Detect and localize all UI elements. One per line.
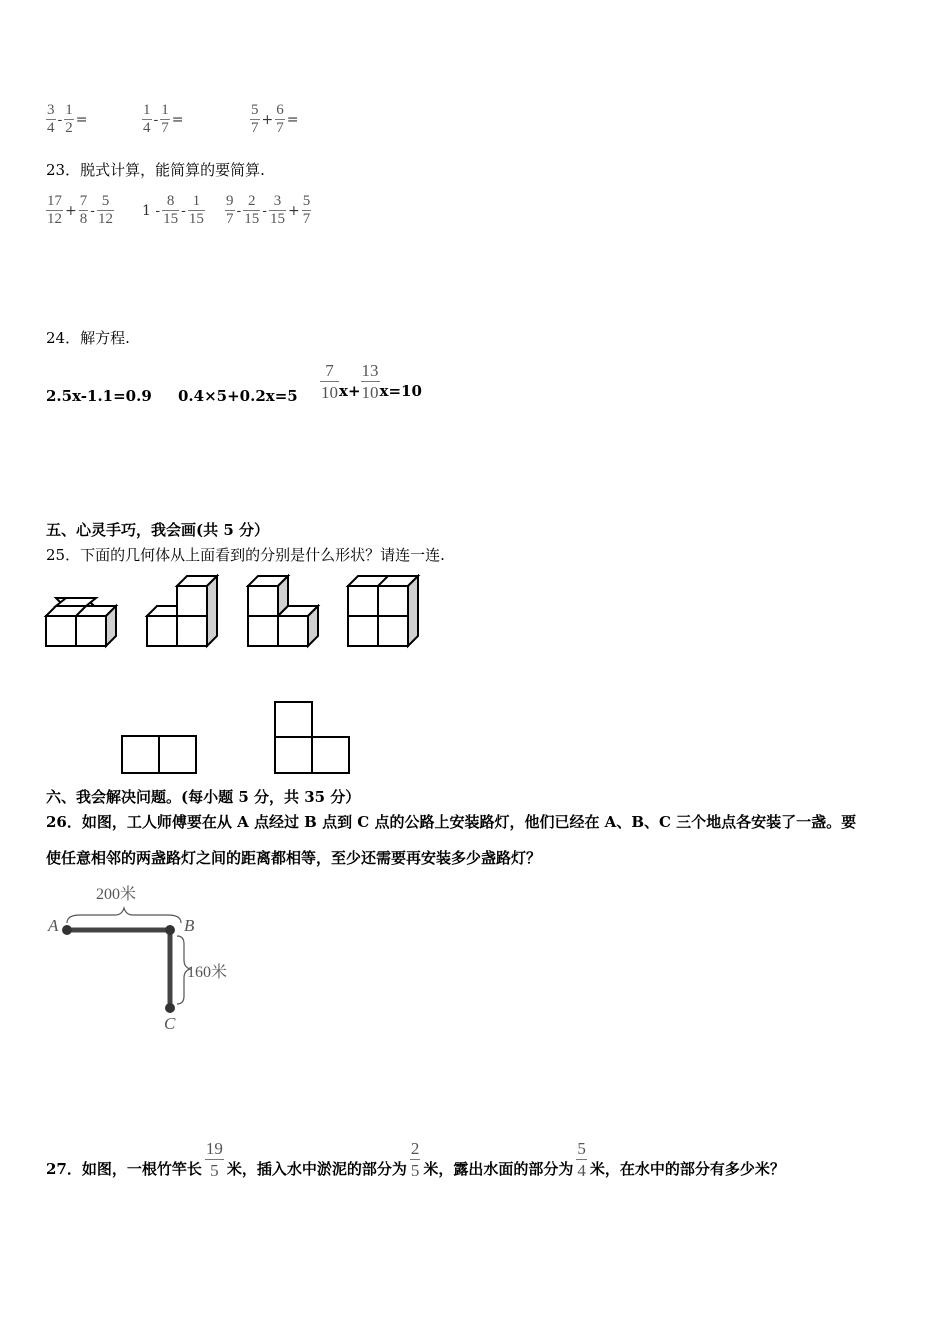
section-5-title: 五、心灵手巧，我会画(共 5 分） [46, 521, 269, 539]
fraction: $\frac{5}{12}$ [97, 193, 113, 227]
road-diagram [40, 878, 260, 1038]
fraction: $\frac{1}{7}$ [161, 102, 169, 136]
lamp-point-b [165, 925, 175, 935]
equals-sign: = [171, 111, 184, 128]
fraction: $\frac{19}{5}$ [205, 1139, 223, 1180]
fraction: $\frac{2}{5}$ [410, 1139, 420, 1180]
q27-part-1: 米，插入水中淤泥的部分为 [226, 1160, 407, 1178]
fraction: $\frac{3}{4}$ [47, 102, 55, 136]
fraction: $\frac{1}{4}$ [143, 102, 151, 136]
question-27 [46, 1138, 785, 1181]
equation-3: $\frac{7}{10}$ x+ $\frac{13}{10}$ x=10 [321, 361, 422, 402]
operator: 1 - [142, 202, 161, 219]
section-6-title: 六、我会解决问题。(每小题 5 分，共 35 分） [46, 788, 361, 806]
cube-figure-1 [46, 598, 116, 646]
lamp-point-a [62, 925, 72, 935]
operator: - [90, 202, 95, 219]
fraction: $\frac{7}{8}$ [79, 193, 88, 227]
equation-1: 2.5x-1.1=0.9 [46, 387, 152, 405]
question-26-line-2: 使任意相邻的两盏路灯之间的距离都相等，至少还需要再安装多少盏路灯？ [46, 849, 542, 867]
fraction: $\frac{6}{7}$ [276, 102, 284, 136]
cube-figures [0, 570, 440, 660]
fraction: $\frac{9}{7}$ [226, 193, 234, 227]
operator: + [261, 111, 274, 128]
fraction: $\frac{7}{10}$ [321, 361, 338, 402]
question-23-title: 23．脱式计算，能简算的要简算. [46, 161, 265, 179]
operator: - [181, 202, 186, 219]
question-26-line-1: 26．如图，工人师傅要在从 A 点经过 B 点到 C 点的公路上安装路灯，他们已经在 A、B、C 三个地点各安装了一盏。要 [46, 813, 857, 831]
fraction: $\frac{17}{12}$ [47, 193, 62, 227]
cube-figure-2 [147, 576, 217, 646]
q23-expression-3 [225, 193, 311, 228]
distance-label-ab: 200米 [96, 886, 137, 903]
fraction: $\frac{13}{10}$ [361, 361, 379, 402]
question-24-title: 24．解方程. [46, 329, 130, 347]
equals-sign: = [286, 111, 299, 128]
lamp-point-c [165, 1003, 175, 1013]
point-label-b: B [184, 916, 195, 935]
operator: - [262, 202, 267, 219]
q27-part-2: 米，露出水面的部分为 [423, 1160, 574, 1178]
fraction: $\frac{1}{15}$ [188, 193, 204, 227]
q27-prefix: 27．如图，一根竹竿长 [46, 1160, 202, 1178]
fraction: $\frac{5}{4}$ [577, 1139, 586, 1180]
equation-2: 0.4×5+0.2x=5 [178, 387, 298, 405]
operator: - [236, 202, 242, 219]
question-25-title: 25．下面的几何体从上面看到的分别是什么形状？请连一连. [46, 546, 445, 564]
fraction-expr-3 [250, 102, 300, 137]
top-view-shape-1 [122, 736, 196, 773]
fraction: $\frac{2}{15}$ [244, 193, 260, 227]
cube-figure-3 [248, 576, 318, 646]
fraction: $\frac{5}{7}$ [251, 102, 259, 136]
top-view-shape-2 [275, 702, 349, 773]
fraction: $\frac{1}{2}$ [65, 102, 73, 136]
point-label-a: A [48, 916, 59, 935]
q23-expression-1 [46, 193, 114, 228]
operator: - [57, 111, 63, 128]
q23-expression-2 [140, 193, 205, 228]
point-label-c: C [164, 1014, 176, 1033]
q27-part-3: 米，在水中的部分有多少米？ [589, 1160, 785, 1178]
fraction: $\frac{3}{15}$ [269, 193, 285, 227]
operator: + [65, 202, 77, 219]
fraction-expr-2 [142, 102, 185, 137]
cube-figure-4 [348, 576, 418, 646]
operator: + [287, 202, 300, 219]
equals-sign: = [75, 111, 88, 128]
fraction-expr-1 [46, 102, 89, 137]
operator: - [153, 111, 159, 128]
fraction: $\frac{5}{7}$ [302, 193, 311, 227]
fraction: $\frac{8}{15}$ [163, 193, 179, 227]
distance-label-bc: 160米 [187, 964, 228, 981]
top-view-shapes [0, 695, 400, 780]
